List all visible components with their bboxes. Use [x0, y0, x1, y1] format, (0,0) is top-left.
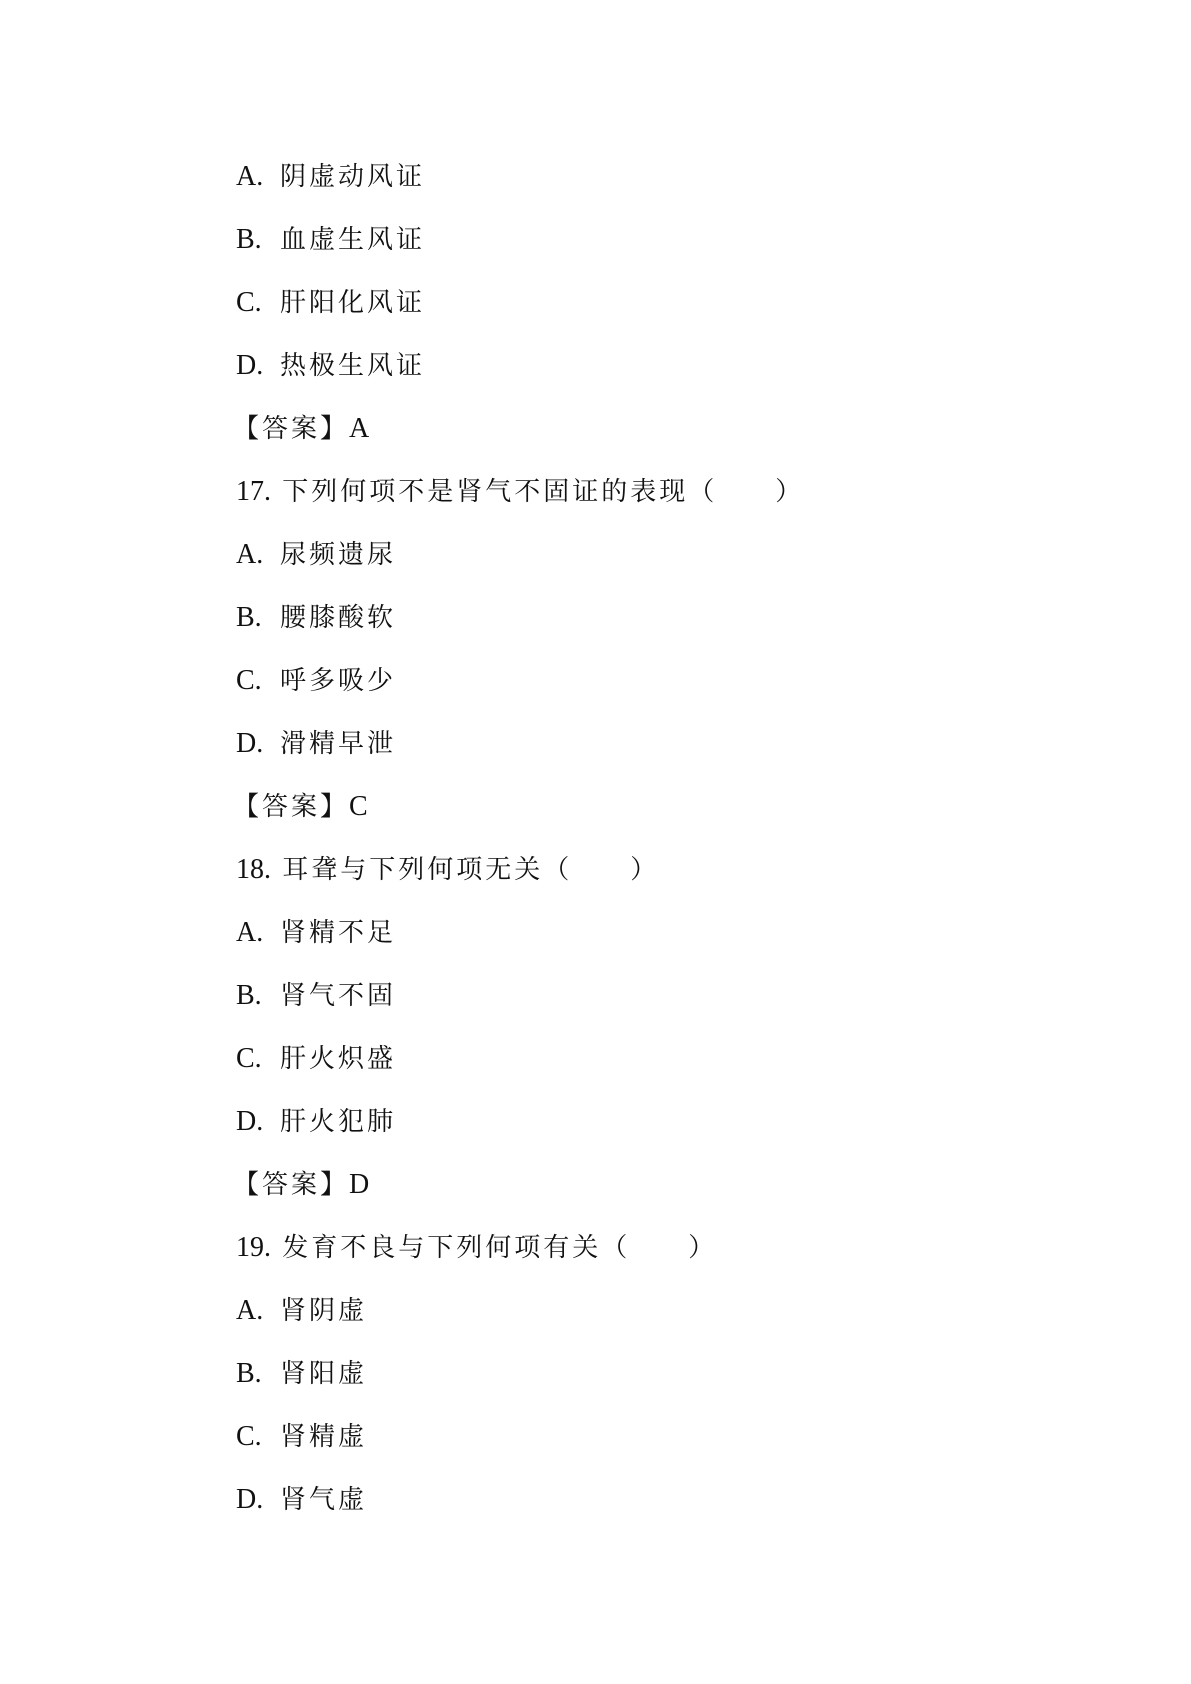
option-letter: C. [236, 665, 262, 696]
option-text: 肾气虚 [280, 1485, 368, 1515]
question-number: 17. [236, 476, 271, 507]
option-letter: B. [236, 224, 262, 255]
option-line [236, 523, 1096, 586]
question-line [236, 460, 1096, 523]
option-letter: C. [236, 1043, 262, 1074]
option-letter: A. [236, 1295, 264, 1326]
option-text: 呼多吸少 [280, 666, 397, 696]
option-letter: A. [236, 161, 264, 192]
option-letter: D. [236, 350, 264, 381]
answer-label: 【答案】 [233, 1170, 350, 1200]
question-number: 19. [236, 1232, 271, 1263]
option-line [236, 1405, 1096, 1468]
option-letter: D. [236, 1106, 264, 1137]
option-text: 肾气不固 [280, 981, 397, 1011]
answer-label: 【答案】 [233, 414, 350, 444]
question-text: 发育不良与下列何项有关（ ） [282, 1233, 718, 1263]
answer-line [233, 1153, 1096, 1216]
option-letter: B. [236, 602, 262, 633]
option-letter: D. [236, 1484, 264, 1515]
answer-value: A [349, 413, 370, 444]
answer-value: D [349, 1169, 370, 1200]
option-letter: C. [236, 1421, 262, 1452]
option-text: 肝火犯肺 [280, 1107, 397, 1137]
option-line [236, 901, 1096, 964]
option-text: 肾阳虚 [280, 1359, 368, 1389]
option-line [236, 1027, 1096, 1090]
option-text: 肾阴虚 [280, 1296, 368, 1326]
option-text: 热极生风证 [280, 351, 426, 381]
option-text: 肾精不足 [280, 918, 397, 948]
option-text: 尿频遗尿 [280, 540, 397, 570]
option-text: 血虚生风证 [280, 225, 426, 255]
option-line [236, 145, 1096, 208]
answer-value: C [349, 791, 368, 822]
option-line [236, 208, 1096, 271]
option-line [236, 1090, 1096, 1153]
option-line [236, 649, 1096, 712]
option-letter: D. [236, 728, 264, 759]
answer-label: 【答案】 [233, 792, 350, 822]
option-text: 阴虚动风证 [280, 162, 426, 192]
question-line [236, 1216, 1096, 1279]
answer-line [233, 397, 1096, 460]
option-letter: B. [236, 980, 262, 1011]
option-line [236, 964, 1096, 1027]
option-text: 肾精虚 [280, 1422, 368, 1452]
option-text: 肝阳化风证 [280, 288, 426, 318]
option-letter: A. [236, 917, 264, 948]
option-text: 腰膝酸软 [280, 603, 397, 633]
option-letter: B. [236, 1358, 262, 1389]
question-number: 18. [236, 854, 271, 885]
question-line [236, 838, 1096, 901]
option-line [236, 712, 1096, 775]
option-text: 肝火炽盛 [280, 1044, 397, 1074]
answer-line [233, 775, 1096, 838]
option-letter: C. [236, 287, 262, 318]
option-line [236, 334, 1096, 397]
option-text: 滑精早泄 [280, 729, 397, 759]
option-line [236, 1279, 1096, 1342]
option-line [236, 271, 1096, 334]
question-text: 下列何项不是肾气不固证的表现（ ） [282, 477, 805, 507]
option-letter: A. [236, 539, 264, 570]
option-line [236, 1468, 1096, 1531]
option-line [236, 586, 1096, 649]
document-content [233, 145, 1096, 1531]
option-line [236, 1342, 1096, 1405]
question-text: 耳聋与下列何项无关（ ） [282, 855, 660, 885]
